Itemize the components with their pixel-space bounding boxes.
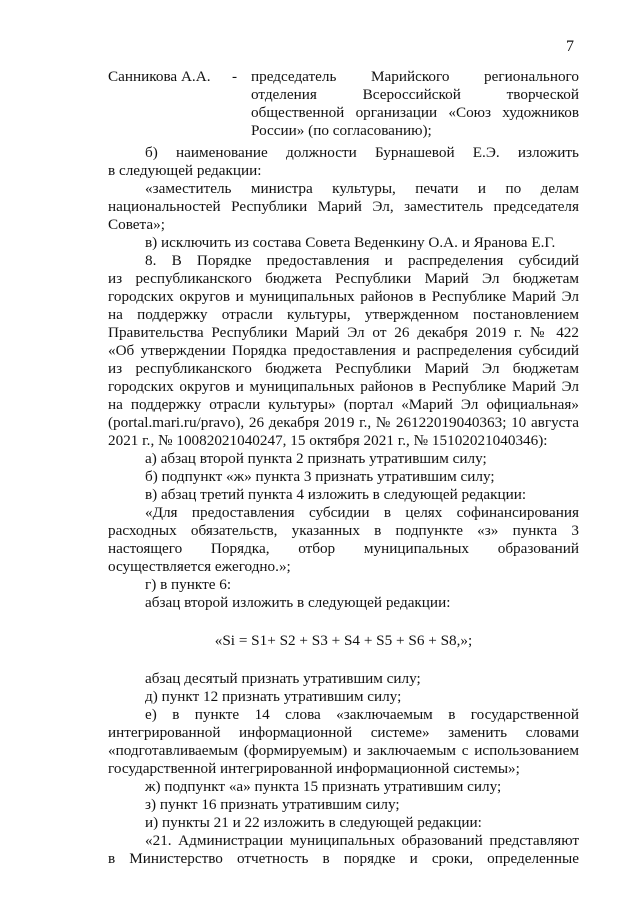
- body-line: государственной интегрированной информационной системы»;: [108, 760, 520, 777]
- body-line: (portal.mari.ru/pravo), 26 декабря 2019 г., № 26122019040363; 10 августа: [108, 414, 579, 431]
- body-line: и) пункты 21 и 22 изложить в следующей редакции:: [145, 814, 482, 831]
- body-line: д) пункт 12 признать утратившим силу;: [145, 688, 402, 705]
- body-line: осуществляется ежегодно.»;: [108, 558, 291, 575]
- member-role-line: общественной организации «Союз художников: [251, 104, 579, 121]
- body-line: Правительства Республики Марий Эл от 26 декабря 2019 г. № 422: [108, 324, 579, 341]
- member-name: Санникова А.А.: [108, 68, 211, 85]
- body-line: в следующей редакции:: [108, 162, 262, 179]
- page-number: 7: [566, 38, 574, 55]
- body-line: «Для предоставления субсидии в целях софинансирования: [145, 504, 579, 521]
- body-line: настоящего Порядка, отбор муниципальных образований: [108, 540, 579, 557]
- member-role-line: отделения Всероссийской творческой: [251, 86, 579, 103]
- formula: «Si = S1+ S2 + S3 + S4 + S5 + S6 + S8,»;: [214, 632, 473, 649]
- body-line: «подготавливаемым (формируемым) и заключаемым с использованием: [108, 742, 579, 759]
- body-line: а) абзац второй пункта 2 признать утратившим силу;: [145, 450, 487, 467]
- member-dash: -: [232, 68, 238, 85]
- body-line: «заместитель министра культуры, печати и по делам: [145, 180, 579, 197]
- body-line: расходных обязательств, указанных в подпункте «з» пункта 3: [108, 522, 579, 539]
- body-line: интегрированной информационной системе» заменить словами: [108, 724, 579, 741]
- body-line: абзац второй изложить в следующей редакции:: [145, 594, 451, 611]
- body-line: в) исключить из состава Совета Веденкину О.А. и Яранова Е.Г.: [145, 234, 556, 251]
- body-line: из республиканского бюджета Республики Марий Эл бюджетам: [108, 270, 579, 287]
- body-line: «21. Администрации муниципальных образований представляют: [145, 832, 579, 849]
- member-role-line: председатель Марийского регионального: [251, 68, 579, 85]
- body-line: в Министерство отчетность в порядке и сроки, определенные: [108, 850, 579, 867]
- body-line: б) наименование должности Бурнашевой Е.Э. изложить: [145, 144, 579, 161]
- body-line: на поддержку отрасли культуры» (портал «Марий Эл официальная»: [108, 396, 579, 413]
- member-role-line: России» (по согласованию);: [251, 122, 432, 139]
- body-line: «Об утверждении Порядка предоставления и распределения субсидий: [108, 342, 579, 359]
- body-line: 8. В Порядке предоставления и распределения субсидий: [145, 252, 579, 269]
- body-line: з) пункт 16 признать утратившим силу;: [145, 796, 400, 813]
- body-line: абзац десятый признать утратившим силу;: [145, 670, 421, 687]
- body-line: 2021 г., № 10082021040247, 15 октября 2021 г., № 15102021040346):: [108, 432, 548, 449]
- body-line: б) подпункт «ж» пункта 3 признать утратившим силу;: [145, 468, 495, 485]
- body-line: национальностей Республики Марий Эл, заместитель председателя: [108, 198, 579, 215]
- body-line: ж) подпункт «а» пункта 15 признать утратившим силу;: [145, 778, 502, 795]
- body-line: г) в пункте 6:: [145, 576, 232, 593]
- body-line: в) абзац третий пункта 4 изложить в следующей редакции:: [145, 486, 527, 503]
- body-line: городских округов и муниципальных районов в Республике Марий Эл: [108, 288, 579, 305]
- body-line: из республиканского бюджета Республики Марий Эл бюджетам: [108, 360, 579, 377]
- body-line: городских округов и муниципальных районов в Республике Марий Эл: [108, 378, 579, 395]
- body-line: на поддержку отрасли культуры, утвержденном постановлением: [108, 306, 579, 323]
- body-line: Совета»;: [108, 216, 165, 233]
- body-line: е) в пункте 14 слова «заключаемым в государственной: [145, 706, 579, 723]
